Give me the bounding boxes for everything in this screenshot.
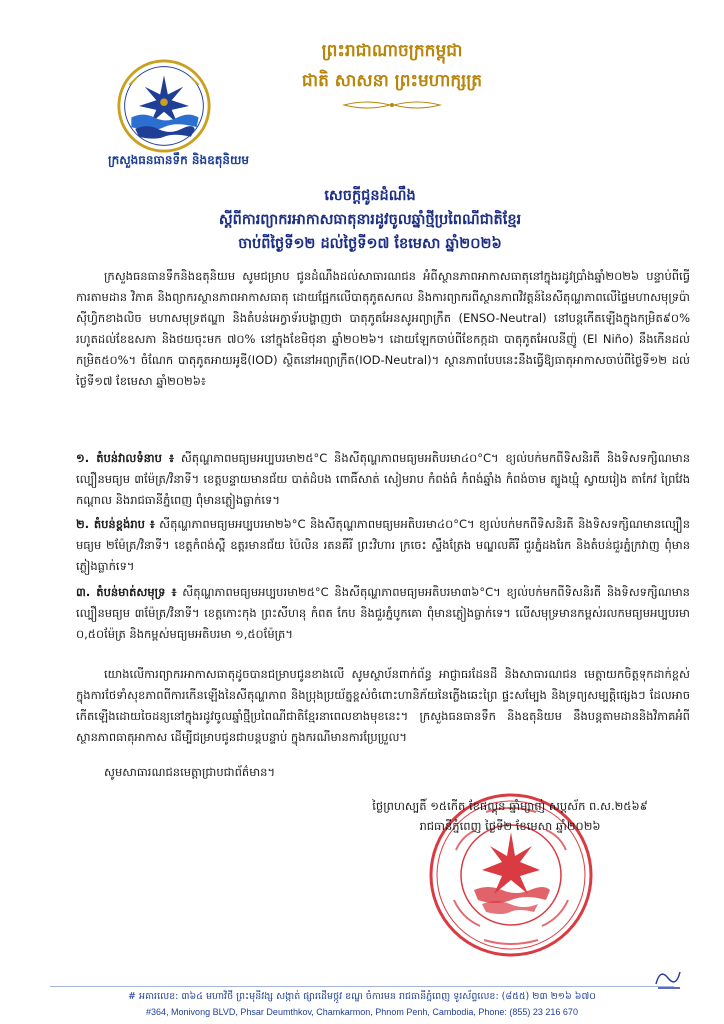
kingdom-heading: ព្រះរាជាណាចក្រកម្ពុជា — [321, 41, 463, 61]
closing-line: សូមសាធារណជនមេត្តាជ្រាបជាព័ត៌មាន។ — [104, 765, 276, 779]
solar-date: រាជធានីភ្នំពេញ ថ្ងៃទី២ ខែមេសា ឆ្នាំ២០២៦ — [419, 819, 601, 833]
motto-heading: ជាតិ សាសនា ព្រះមហាក្សត្រ — [301, 71, 483, 91]
region-lowland-label: ១. តំបន់វាលទំនាប ៖ — [76, 451, 175, 465]
footer-address-english: #364, Monivong BLVD, Phsar Deumthkov, Chamkarmon, Phnom Penh, Cambodia, Phone: (855) 23 216 670 — [146, 1007, 578, 1017]
notice-subject: ស្តីពីការព្យាករអាកាសធាតុនារដូវចូលឆ្នាំថ្មីប្រពៃណីជាតិខ្មែរ — [218, 212, 522, 228]
lunar-date: ថ្ងៃព្រហស្បតិ៍ ១៥កើត ខែផល្គុន ឆ្នាំម្សាញ់ សប្តស័ក ព.ស.២៥៦៩ — [372, 799, 648, 813]
region-lowland-text: សីតុណ្ហភាពមធ្យមអប្បបរមា២៥°C និងសីតុណ្ហភាពមធ្យមអតិបរមា៤០°C។ ខ្យល់បក់មកពីទិសនិរតី និងទិសទក្សិណមានល្បឿនមធ្យម ៣ម៉ែត្រ/វិនាទី។ ខេត្តបន្ទាយមានជ័យ បាត់ដំបង ពោធិ៍សាត់ សៀមរាប កំពង់ធំ កំពង់ឆ្នាំង កំពង់ចាម ត្បូងឃ្មុំ ស្វាយរៀង តាកែវ ព្រៃវែង កណ្តាល និងរាជធានីភ្នំពេញ ពុំមានភ្លៀងធ្លាក់ទេ។ — [76, 451, 690, 507]
region-plateau-label: ២. តំបន់ខ្ពង់រាប ៖ — [76, 517, 155, 531]
footer-divider — [50, 986, 674, 987]
signature-icon — [650, 958, 686, 994]
ministry-name: ក្រសួងធនធានទឹក និងឧតុនិយម — [108, 153, 250, 167]
region-plateau-paragraph — [76, 514, 690, 577]
region-coastal-label: ៣. តំបន់មាត់សមុទ្រ ៖ — [76, 585, 177, 599]
region-coastal-paragraph — [76, 582, 690, 645]
intro-paragraph: ក្រសួងធនធានទឹកនិងឧតុនិយម សូមជម្រាប ជូនដំណឹងដល់សាធារណជន អំពីស្ថានភាពអាកាសធាតុនៅក្នុងរដូវប្រាំងឆ្នាំ២០២៦ បន្ទាប់ពីធ្វើការតាមដាន វិភាគ និងព្យាករស្ថានភាពអាកាសធាតុ ដោយផ្អែកលើបាតុភូតសកល និងការព្យាករពីស្ថានភាពវិវត្តន៍នៃសីតុណ្ហភាពលើផ្ទៃមហាសមុទ្រប៉ាស៊ីហ្វិកខាងលិច មហាសមុទ្រឥណ្ឌា និងតំបន់អេក្វាទ័របង្ហាញថា បាតុភូតអែនសូអព្យាក្រឹត (ENSO-Neutral) នៅបន្តកើតឡើងក្នុងកម្រិត៩០% រហូតដល់ខែឧសភា និងថយចុះមក ៧០% នៅក្នុងខែមិថុនា ឆ្នាំ២០២៦។ ដោយឡែកចាប់ពីខែកក្កដា បាតុភូតអែលនីញ៉ូ (El Niño) នឹងកើនដល់កម្រិត៥០%។ ចំណែក បាតុភូតអាយអូឌី(IOD) ស្ថិតនៅអព្យាក្រឹត(IOD-Neutral)។ ស្ថានភាពបែបនេះនឹងធ្វើឱ្យធាតុអាកាសចាប់ពីថ្ងៃទី១២ ដល់ថ្ងៃទី១៧ ខែមេសា ឆ្នាំ២០២៦៖ — [76, 269, 690, 388]
region-lowland-paragraph — [76, 448, 690, 511]
flourish-ornament-icon — [342, 98, 442, 112]
notice-period: ចាប់ពីថ្ងៃទី១២ ដល់ថ្ងៃទី១៧ ខែមេសា ឆ្នាំ២០២៦ — [238, 236, 502, 252]
footer-address-khmer: # អគារលេខ: ៣៦៤ មហាវិថី ព្រះមុនីវង្ស សង្កាត់ ផ្សារដើមថ្កូវ ខណ្ឌ ចំការមន រាជធានីភ្នំពេញ ទូរស័ព្ទលេខ: (៨៥៥) ២៣ ២១៦ ៦៧០ — [128, 991, 596, 1002]
notice-title: សេចក្តីជូនដំណឹង — [324, 188, 416, 204]
advice-paragraph: យោងលើការព្យាករអាកាសធាតុដូចបានជម្រាបជូនខាងលើ សូមស្ថាប័នពាក់ព័ន្ធ អាជ្ញាធរដែនដី និងសាធារណជន មេត្តាយកចិត្តទុកដាក់ខ្ពស់ក្នុងការថែទាំសុខភាពពីការកើនឡើងនៃសីតុណ្ហភាព និងប្រុងប្រយ័ត្នខ្ពស់ចំពោះហានិភ័យនៃភ្លើងឆេះព្រៃ ផ្ទះសម្បែង និងទ្រព្យសម្បត្តិផ្សេងៗ ដែលអាចកើតឡើងដោយចៃដន្យនៅក្នុងរដូវចូលឆ្នាំថ្មីប្រពៃណីជាតិខ្មែរនាពេលខាងមុខនេះ។ ក្រសួងធនធានទឹក និងឧតុនិយម នឹងបន្តតាមដាននិងវិភាគអំពីស្ថានភាពធាតុអាកាស ដើម្បីជម្រាបជូនជាបន្តបន្ទាប់ ក្នុងករណីមានការប្រែប្រួល។ — [76, 667, 690, 744]
region-coastal-text: សីតុណ្ហភាពមធ្យមអប្បបរមា២៥°C និងសីតុណ្ហភាពមធ្យមអតិបរមា៣៦°C។ ខ្យល់បក់មកពីទិសនិរតី និងទិសទក្សិណមានល្បឿនមធ្យម ៣ម៉ែត្រ/វិនាទី។ ខេត្តកោះកុង ព្រះសីហនុ កំពត កែប និងជួរភ្នំបូកគោ ពុំមានភ្លៀងធ្លាក់ទេ។ លើសមុទ្រមានកម្ពស់រលកមធ្យមអប្បបរមា ០,៥០ម៉ែត្រ និងកម្ពស់មធ្យមអតិបរមា ១,៥០ម៉ែត្រ។ — [76, 585, 690, 641]
ministry-logo-icon — [116, 58, 212, 154]
region-plateau-text: សីតុណ្ហភាពមធ្យមអប្បបរមា២៦°C និងសីតុណ្ហភាពមធ្យមអតិបរមា៤០°C។ ខ្យល់បក់មកពីទិសនិរតី និងទិសទក្សិណមានល្បឿនមធ្យម ២ម៉ែត្រ/វិនាទី។ ខេត្តកំពង់ស្ពឺ ឧត្តរមានជ័យ ប៉ៃលិន រតនគីរី ព្រះវិហារ ក្រចេះ ស្ទឹងត្រែង មណ្ឌលគីរី ជួរភ្នំដងរែក និងតំបន់ជួរភ្នំក្រវាញ ពុំមានភ្លៀងធ្លាក់ទេ។ — [76, 517, 691, 573]
